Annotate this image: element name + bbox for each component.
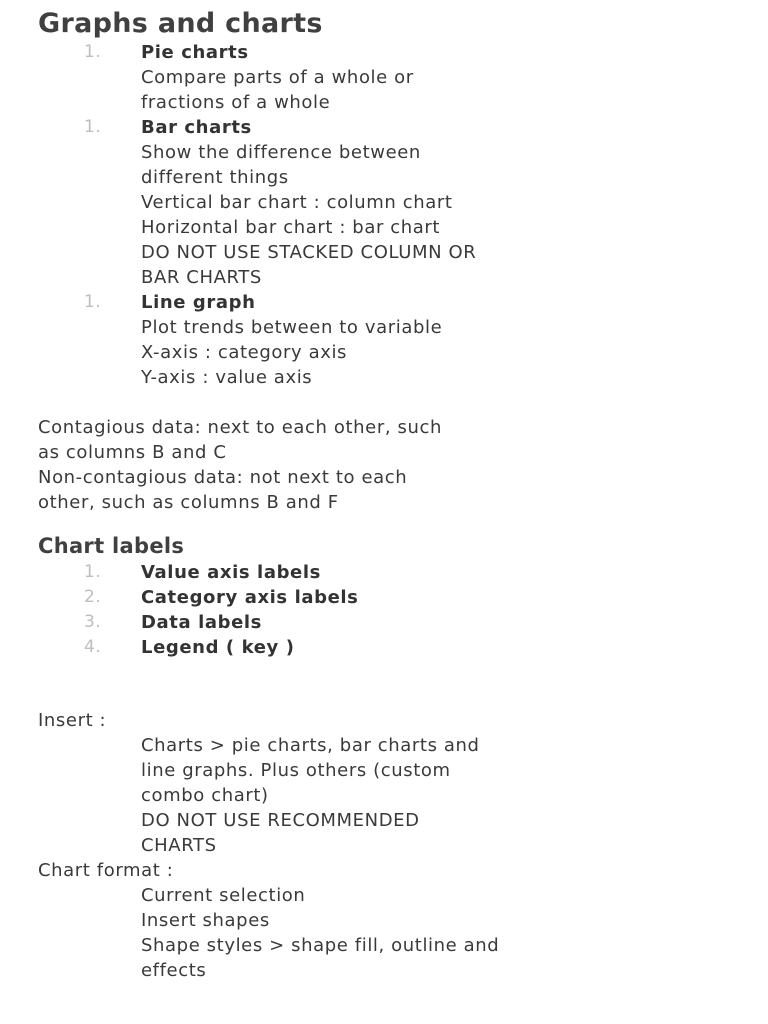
list-item-heading: Bar charts (141, 117, 252, 138)
spacer (38, 660, 748, 708)
list-item-bar-charts (38, 115, 748, 290)
list-item-line: Show the difference between (141, 142, 421, 163)
paragraph-line: as columns B and C (38, 442, 227, 463)
list-item-label: Legend ( key ) (141, 637, 295, 658)
list-item-line: Y-axis : value axis (141, 367, 313, 388)
paragraph-line: other, such as columns B and F (38, 492, 339, 513)
list-item (38, 585, 748, 610)
list-item-line: different things (141, 167, 289, 188)
note-page (38, 0, 748, 983)
chart-format-details (38, 883, 748, 983)
list-number: 1. (84, 292, 102, 312)
insert-details (38, 733, 748, 858)
list-item-line: fractions of a whole (141, 92, 331, 113)
list-number: 1. (84, 42, 102, 62)
list-number: 2. (84, 587, 102, 607)
chart-format-heading: Chart format : (38, 860, 174, 881)
list-item-line: Vertical bar chart : column chart (141, 192, 453, 213)
paragraph-line: Non-contagious data: not next to each (38, 467, 408, 488)
list-number: 3. (84, 612, 102, 632)
list-item-line-graph (38, 290, 748, 390)
detail-line: DO NOT USE RECOMMENDED (141, 810, 420, 831)
list-item-label: Category axis labels (141, 587, 359, 608)
spacer (38, 515, 748, 532)
list-item-line: Plot trends between to variable (141, 317, 443, 338)
data-notes (38, 415, 748, 515)
list-number: 1. (84, 562, 102, 582)
detail-line: CHARTS (141, 835, 217, 856)
list-item-line: Horizontal bar chart : bar chart (141, 217, 441, 238)
list-number: 4. (84, 637, 102, 657)
list-item-line: Compare parts of a whole or (141, 67, 414, 88)
detail-line: Current selection (141, 885, 306, 906)
paragraph-line: Contagious data: next to each other, such (38, 417, 442, 438)
chart-labels-list (38, 560, 748, 660)
spacer (38, 390, 748, 415)
detail-line: effects (141, 960, 207, 981)
list-item-pie-charts (38, 40, 748, 115)
list-item-label: Value axis labels (141, 562, 321, 583)
list-item-label: Data labels (141, 612, 262, 633)
list-item-line: DO NOT USE STACKED COLUMN OR (141, 242, 477, 263)
detail-line: Shape styles > shape fill, outline and (141, 935, 500, 956)
insert-heading: Insert : (38, 710, 107, 731)
detail-line: line graphs. Plus others (custom (141, 760, 451, 781)
list-item (38, 610, 748, 635)
list-item-heading: Line graph (141, 292, 256, 313)
list-number: 1. (84, 117, 102, 137)
section-heading-chart-labels: Chart labels (38, 534, 185, 558)
list-item (38, 635, 748, 660)
list-item-line: X-axis : category axis (141, 342, 348, 363)
detail-line: Insert shapes (141, 910, 270, 931)
page-title: Graphs and charts (38, 8, 323, 39)
detail-line: Charts > pie charts, bar charts and (141, 735, 480, 756)
list-item (38, 560, 748, 585)
list-item-heading: Pie charts (141, 42, 249, 63)
detail-line: combo chart) (141, 785, 269, 806)
list-item-line: BAR CHARTS (141, 267, 262, 288)
